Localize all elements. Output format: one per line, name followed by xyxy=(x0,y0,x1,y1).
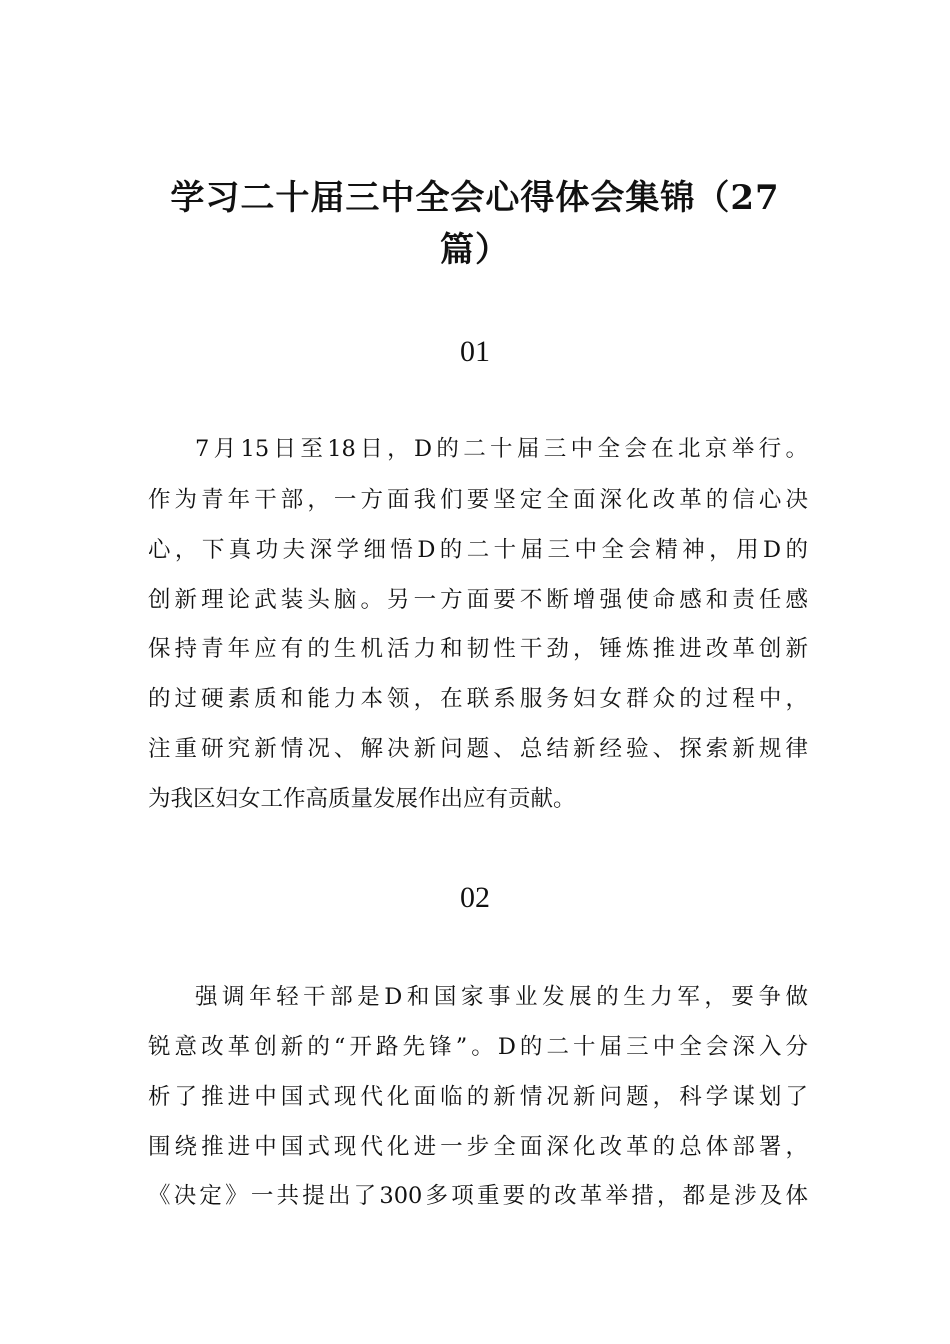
section-01-line-3: 心，下真功夫深学细悟D的二十届三中全会精神，用D的 xyxy=(148,537,808,563)
section-01-line-2: 作为青年干部，一方面我们要坚定全面深化改革的信心决 xyxy=(148,487,808,513)
section-01-line-5: 保持青年应有的生机活力和韧性干劲，锤炼推进改革创新 xyxy=(148,636,808,662)
section-01-line-8: 为我区妇女工作高质量发展作出应有贡献。 xyxy=(148,786,576,812)
section-01-line-7: 注重研究新情况、解决新问题、总结新经验、探索新规律 xyxy=(148,736,808,762)
section-02-line-4: 围绕推进中国式现代化进一步全面深化改革的总体部署， xyxy=(148,1134,808,1160)
section-02-line-2: 锐意改革创新的“开路先锋”。D的二十届三中全会深入分 xyxy=(148,1034,808,1060)
section-01-line-1: 7月15日至18日，D的二十届三中全会在北京举行。 xyxy=(195,436,808,462)
section-01-line-6: 的过硬素质和能力本领，在联系服务妇女群众的过程中， xyxy=(148,686,808,712)
section-02-line-1: 强调年轻干部是D和国家事业发展的生力军，要争做 xyxy=(195,984,808,1010)
section-number-01: 01 xyxy=(460,335,490,368)
section-02-line-5: 《决定》一共提出了300多项重要的改革举措，都是涉及体 xyxy=(148,1183,808,1209)
document-title-line-1: 学习二十届三中全会心得体会集锦（27 xyxy=(170,178,780,218)
document-title-line-2: 篇） xyxy=(440,230,510,270)
section-02-line-3: 析了推进中国式现代化面临的新情况新问题，科学谋划了 xyxy=(148,1084,808,1110)
section-number-02: 02 xyxy=(460,881,490,914)
section-01-line-4: 创新理论武装头脑。另一方面要不断增强使命感和责任感 xyxy=(148,587,808,613)
